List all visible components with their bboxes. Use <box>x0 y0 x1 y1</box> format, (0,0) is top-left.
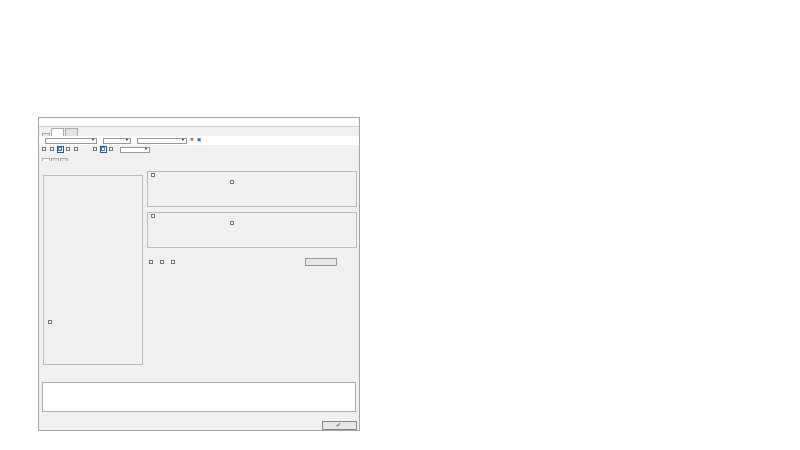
tab-corner[interactable] <box>60 158 68 161</box>
option-recool[interactable] <box>66 147 71 153</box>
sub-tabs <box>39 154 359 161</box>
slow-stop-group <box>147 212 357 248</box>
option-reduce-lift[interactable] <box>42 147 47 153</box>
nozzle-select[interactable] <box>137 138 187 144</box>
option-not-cut[interactable] <box>101 147 106 153</box>
mode-select[interactable] <box>120 147 150 153</box>
option-pre-pierce[interactable] <box>50 147 55 153</box>
slow-start-group <box>147 171 357 207</box>
tab-pierce[interactable] <box>51 158 59 161</box>
material-row <box>39 136 359 145</box>
layer-tabs <box>39 127 359 136</box>
tab-layer-1[interactable] <box>51 128 64 137</box>
user-notes-section <box>39 375 359 423</box>
slow-stop-checkbox[interactable] <box>151 214 156 220</box>
accent-bar-dark <box>28 32 272 37</box>
user-notes-textarea[interactable] <box>42 382 356 412</box>
frequency-curve-option[interactable] <box>160 260 165 266</box>
slow-start-checkbox[interactable] <box>151 173 156 179</box>
slow-start-fine-tune[interactable] <box>230 180 235 186</box>
dialog-titlebar <box>39 118 359 127</box>
save-icon[interactable]: ▣ <box>196 138 202 143</box>
power-curve-option[interactable] <box>149 260 154 266</box>
absolute-value-option[interactable] <box>171 260 176 266</box>
chevron-down-icon: ▾ <box>181 138 184 143</box>
accent-bar-gray <box>528 32 772 37</box>
option-not-follow[interactable] <box>109 147 114 153</box>
tab-cut[interactable] <box>42 158 50 161</box>
tab-global-parameter[interactable] <box>42 133 50 136</box>
option-defilm[interactable]: ✓ <box>59 146 63 152</box>
chevron-down-icon: ▾ <box>125 138 128 143</box>
layer-color-swatch <box>55 130 59 134</box>
edit-button[interactable] <box>305 258 337 266</box>
delete-icon[interactable]: ✖ <box>190 138 194 143</box>
curve-options <box>149 260 176 266</box>
chevron-down-icon: ▾ <box>91 138 94 143</box>
material-select[interactable] <box>45 138 97 144</box>
power-curve-chart <box>147 270 357 368</box>
slow-stop-fine-tune[interactable] <box>230 221 235 227</box>
cutting-parameter-group <box>43 175 143 365</box>
enable-precision[interactable] <box>48 320 53 326</box>
option-gas-on[interactable] <box>93 147 98 153</box>
thickness-select[interactable] <box>103 138 131 144</box>
chevron-down-icon: ▾ <box>144 147 147 152</box>
tab-defilm[interactable] <box>65 128 78 137</box>
defilm-color-swatch <box>69 130 73 134</box>
layer-parameter-dialog <box>38 117 360 431</box>
options-row <box>39 145 359 154</box>
accent-bar-blue <box>278 32 522 37</box>
option-multi-cut[interactable] <box>74 147 79 153</box>
ok-button[interactable] <box>322 421 357 430</box>
check-icon: ✔ <box>335 422 342 429</box>
